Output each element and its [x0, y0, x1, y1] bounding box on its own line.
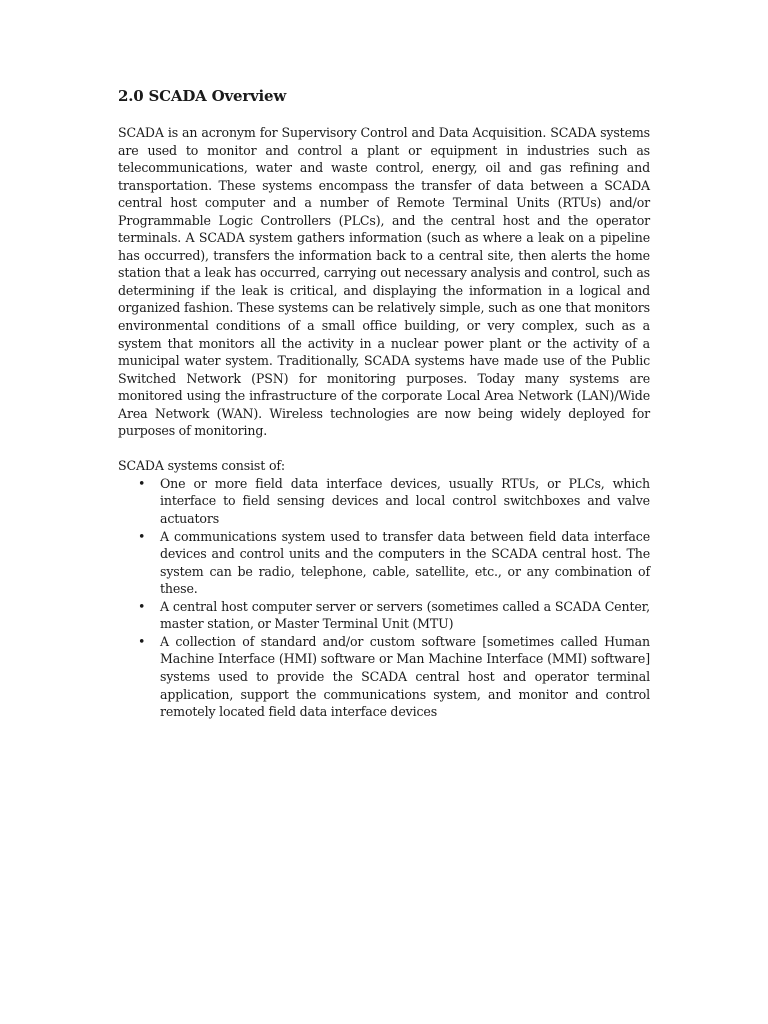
list-item: [118, 475, 650, 528]
consist-label: SCADA systems consist of:: [118, 458, 286, 474]
list-item: [118, 598, 650, 633]
bullet-icon: •: [138, 475, 146, 491]
list-item: [118, 633, 650, 721]
list-item-text: A central host computer server or servers (sometimes called a SCADA Center, master station, or Master Terminal Unit (MTU): [160, 598, 650, 632]
document-page: [118, 86, 650, 721]
list-item-text: A communications system used to transfer data between field data interface devices and control units and the computers in the SCADA central host. The system can be radio, telephone, cable, satellite, etc., or any combination of these.: [160, 528, 650, 597]
intro-paragraph: SCADA is an acronym for Supervisory Control and Data Acquisition. SCADA systems are used to monitor and control a plant or equipment in industries such as telecommunications, water and waste control, energy, oil and gas refining and transportation. These systems encompass the transfer of data between a SCADA central host computer and a number of Remote Terminal Units (RTUs) and/or Programmable Logic Controllers (PLCs), and the central host and the operator terminals. A SCADA system gathers information (such as where a leak on a pipeline has occurred), transfers the information back to a central site, then alerts the home station that a leak has occurred, carrying out necessary analysis and control, such as determining if the leak is critical, and displaying the information in a logical and organized fashion. These systems can be relatively simple, such as one that monitors environmental conditions of a small office building, or very complex, such as a system that monitors all the activity in a nuclear power plant or the activity of a municipal water system. Traditionally, SCADA systems have made use of the Public Switched Network (PSN) for monitoring purposes. Today many systems are monitored using the infrastructure of the corporate Local Area Network (LAN)/Wide Area Network (WAN). Wireless technologies are now being widely deployed for purposes of monitoring.: [118, 125, 650, 439]
component-list: [118, 475, 650, 721]
bullet-icon: •: [138, 528, 146, 544]
bullet-icon: •: [138, 598, 146, 614]
bullet-icon: •: [138, 633, 146, 649]
list-item: [118, 528, 650, 598]
list-item-text: A collection of standard and/or custom software [sometimes called Human Machine Interface (HMI) software or Man Machine Interface (MMI) software] systems used to provide the SCADA central host and operator terminal application, support the communications system, and monitor and control remotely located field data interface devices: [160, 633, 650, 720]
section-title: 2.0 SCADA Overview: [118, 87, 287, 105]
list-item-text: One or more field data interface devices, usually RTUs, or PLCs, which interface to field sensing devices and local control switchboxes and valve actuators: [160, 475, 650, 527]
